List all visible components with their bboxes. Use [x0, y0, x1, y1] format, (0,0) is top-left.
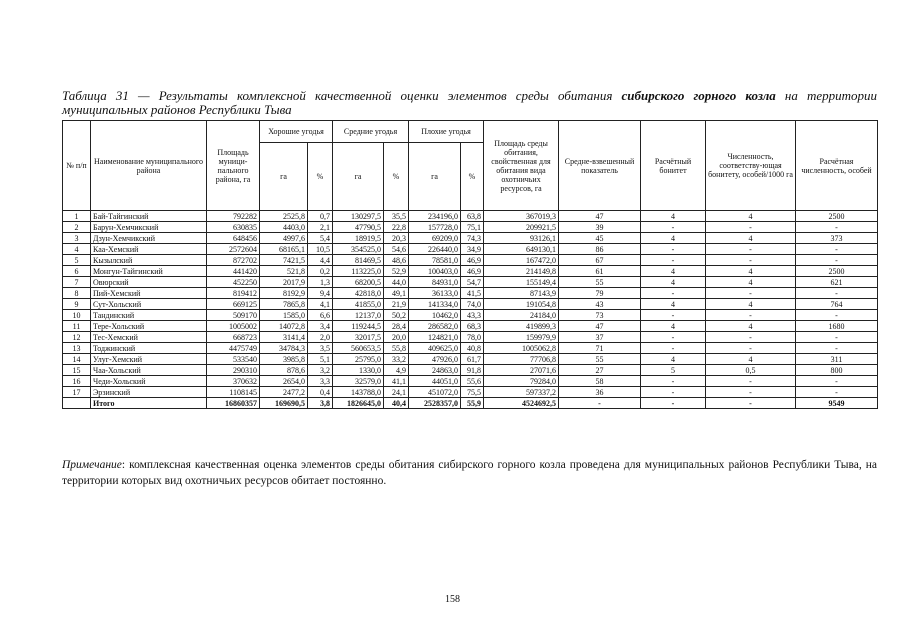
bad-ha-cell: 2528357,0	[409, 398, 461, 409]
density-cell: -	[706, 343, 796, 354]
medium-pct-cell: 50,2	[384, 310, 409, 321]
good-ha-cell: 521,8	[260, 266, 308, 277]
habitat-area-cell: 167472,0	[484, 255, 559, 266]
header-district-name: Наименование муниципального района	[91, 121, 207, 211]
bonitet-cell: 4	[641, 211, 706, 222]
good-pct-cell: 9,4	[308, 288, 333, 299]
header-bonitet: Расчётный бонитет	[641, 121, 706, 211]
bonitet-cell: 4	[641, 233, 706, 244]
bad-ha-cell: 69209,0	[409, 233, 461, 244]
density-cell: -	[706, 244, 796, 255]
density-cell: -	[706, 398, 796, 409]
table-row	[63, 255, 878, 266]
header-bad-lands: Плохие угодья	[409, 121, 484, 143]
bad-ha-cell: 141334,0	[409, 299, 461, 310]
habitat-area-cell: 4524692,5	[484, 398, 559, 409]
medium-pct-cell: 22,8	[384, 222, 409, 233]
weighted-index-cell: 79	[559, 288, 641, 299]
medium-ha-cell: 68200,5	[333, 277, 384, 288]
population-cell: -	[796, 376, 878, 387]
row-num-cell: 4	[63, 244, 91, 255]
bonitet-cell: 4	[641, 321, 706, 332]
density-cell: 4	[706, 321, 796, 332]
bonitet-cell: 4	[641, 266, 706, 277]
habitat-area-cell: 27071,6	[484, 365, 559, 376]
row-num-cell: 8	[63, 288, 91, 299]
district-area-cell: 2572604	[207, 244, 260, 255]
row-num-cell	[63, 398, 91, 409]
row-num-cell: 2	[63, 222, 91, 233]
bad-pct-cell: 61,7	[461, 354, 484, 365]
density-cell: 4	[706, 299, 796, 310]
habitat-area-cell: 209921,5	[484, 222, 559, 233]
row-num-cell: 17	[63, 387, 91, 398]
weighted-index-cell: 39	[559, 222, 641, 233]
good-pct-cell: 5,4	[308, 233, 333, 244]
bonitet-cell: -	[641, 387, 706, 398]
medium-pct-cell: 24,1	[384, 387, 409, 398]
bonitet-cell: -	[641, 376, 706, 387]
district-area-cell: 290310	[207, 365, 260, 376]
good-pct-cell: 0,4	[308, 387, 333, 398]
medium-pct-cell: 54,6	[384, 244, 409, 255]
row-num-cell: 3	[63, 233, 91, 244]
medium-ha-cell: 1826645,0	[333, 398, 384, 409]
weighted-index-cell: 43	[559, 299, 641, 310]
district-name-cell: Кызылский	[91, 255, 207, 266]
bad-pct-cell: 75,5	[461, 387, 484, 398]
district-name-cell: Чеди-Хольский	[91, 376, 207, 387]
bad-pct-cell: 78,0	[461, 332, 484, 343]
medium-pct-cell: 55,8	[384, 343, 409, 354]
bad-pct-cell: 43,3	[461, 310, 484, 321]
good-ha-cell: 2477,2	[260, 387, 308, 398]
weighted-index-cell: 58	[559, 376, 641, 387]
habitat-area-cell: 597337,2	[484, 387, 559, 398]
district-area-cell: 648456	[207, 233, 260, 244]
table-row	[63, 222, 878, 233]
weighted-index-cell: -	[559, 398, 641, 409]
medium-pct-cell: 20,3	[384, 233, 409, 244]
header-medium-lands: Средние угодья	[333, 121, 409, 143]
table-row	[63, 233, 878, 244]
density-cell: -	[706, 222, 796, 233]
medium-ha-cell: 32579,0	[333, 376, 384, 387]
district-area-cell: 819412	[207, 288, 260, 299]
district-name-cell: Бай-Тайгинский	[91, 211, 207, 222]
row-num-cell: 1	[63, 211, 91, 222]
row-num-cell: 10	[63, 310, 91, 321]
good-pct-cell: 6,6	[308, 310, 333, 321]
good-ha-cell: 7865,8	[260, 299, 308, 310]
density-cell: -	[706, 332, 796, 343]
good-ha-cell: 68165,1	[260, 244, 308, 255]
good-ha-cell: 14072,8	[260, 321, 308, 332]
district-area-cell: 509170	[207, 310, 260, 321]
bonitet-cell: -	[641, 332, 706, 343]
medium-ha-cell: 41855,0	[333, 299, 384, 310]
medium-pct-cell: 52,9	[384, 266, 409, 277]
population-cell: -	[796, 387, 878, 398]
habitat-area-cell: 87143,9	[484, 288, 559, 299]
row-num-cell: 15	[63, 365, 91, 376]
note-text: : комплексная качественная оценка элементов среды обитания сибирского горного козла проведена для муниципальных районов Республики Тыва, на территории которых вид охотничьих ресурсов обитает постоянно.	[62, 459, 877, 487]
density-cell: -	[706, 288, 796, 299]
population-cell: 9549	[796, 398, 878, 409]
table-row	[63, 321, 878, 332]
habitat-area-cell: 155149,4	[484, 277, 559, 288]
habitat-area-cell: 24184,0	[484, 310, 559, 321]
population-cell: -	[796, 288, 878, 299]
good-ha-cell: 2525,8	[260, 211, 308, 222]
caption-species: сибирского горного козла	[621, 88, 776, 103]
population-cell: -	[796, 244, 878, 255]
table-row	[63, 277, 878, 288]
header-bad-ha: га	[409, 143, 461, 211]
table-row	[63, 365, 878, 376]
density-cell: 4	[706, 233, 796, 244]
good-pct-cell: 3,4	[308, 321, 333, 332]
bad-ha-cell: 47926,0	[409, 354, 461, 365]
district-name-cell: Итого	[91, 398, 207, 409]
header-num: № п/п	[63, 121, 91, 211]
district-area-cell: 370632	[207, 376, 260, 387]
header-population: Расчётная численность, особей	[796, 121, 878, 211]
medium-ha-cell: 18919,5	[333, 233, 384, 244]
medium-ha-cell: 32017,5	[333, 332, 384, 343]
bad-ha-cell: 78581,0	[409, 255, 461, 266]
good-ha-cell: 7421,5	[260, 255, 308, 266]
population-cell: 764	[796, 299, 878, 310]
bonitet-cell: -	[641, 343, 706, 354]
bad-ha-cell: 10462,0	[409, 310, 461, 321]
density-cell: 4	[706, 354, 796, 365]
bad-pct-cell: 55,6	[461, 376, 484, 387]
good-ha-cell: 34784,3	[260, 343, 308, 354]
weighted-index-cell: 36	[559, 387, 641, 398]
good-ha-cell: 2654,0	[260, 376, 308, 387]
good-pct-cell: 4,4	[308, 255, 333, 266]
table-row	[63, 299, 878, 310]
note-label: Примечание	[62, 459, 122, 471]
bonitet-cell: 4	[641, 277, 706, 288]
bad-pct-cell: 54,7	[461, 277, 484, 288]
row-num-cell: 7	[63, 277, 91, 288]
results-table	[62, 120, 878, 409]
bonitet-cell: 4	[641, 354, 706, 365]
population-cell: -	[796, 255, 878, 266]
good-pct-cell: 3,5	[308, 343, 333, 354]
district-area-cell: 872702	[207, 255, 260, 266]
medium-pct-cell: 40,4	[384, 398, 409, 409]
table-row	[63, 310, 878, 321]
row-num-cell: 12	[63, 332, 91, 343]
population-cell: -	[796, 222, 878, 233]
population-cell: 621	[796, 277, 878, 288]
table-row	[63, 288, 878, 299]
header-medium-pct: %	[384, 143, 409, 211]
district-name-cell: Улуг-Хемский	[91, 354, 207, 365]
weighted-index-cell: 45	[559, 233, 641, 244]
row-num-cell: 5	[63, 255, 91, 266]
row-num-cell: 14	[63, 354, 91, 365]
district-area-cell: 4475749	[207, 343, 260, 354]
district-name-cell: Тес-Хемский	[91, 332, 207, 343]
bonitet-cell: 5	[641, 365, 706, 376]
medium-pct-cell: 49,1	[384, 288, 409, 299]
medium-ha-cell: 560653,5	[333, 343, 384, 354]
medium-pct-cell: 33,2	[384, 354, 409, 365]
population-cell: 373	[796, 233, 878, 244]
population-cell: -	[796, 310, 878, 321]
good-pct-cell: 4,1	[308, 299, 333, 310]
medium-pct-cell: 4,9	[384, 365, 409, 376]
district-name-cell: Тандинский	[91, 310, 207, 321]
district-area-cell: 669125	[207, 299, 260, 310]
bad-ha-cell: 44051,0	[409, 376, 461, 387]
medium-ha-cell: 119244,5	[333, 321, 384, 332]
good-ha-cell: 2017,9	[260, 277, 308, 288]
density-cell: 4	[706, 266, 796, 277]
bad-pct-cell: 34,9	[461, 244, 484, 255]
table-row	[63, 244, 878, 255]
weighted-index-cell: 55	[559, 354, 641, 365]
population-cell: 2500	[796, 266, 878, 277]
good-pct-cell: 2,0	[308, 332, 333, 343]
weighted-index-cell: 37	[559, 332, 641, 343]
district-area-cell: 792282	[207, 211, 260, 222]
district-name-cell: Каа-Хемский	[91, 244, 207, 255]
table-row	[63, 266, 878, 277]
medium-ha-cell: 130297,5	[333, 211, 384, 222]
medium-ha-cell: 12137,0	[333, 310, 384, 321]
population-cell: 800	[796, 365, 878, 376]
population-cell: 2500	[796, 211, 878, 222]
header-good-ha: га	[260, 143, 308, 211]
bad-pct-cell: 74,3	[461, 233, 484, 244]
medium-pct-cell: 35,5	[384, 211, 409, 222]
good-pct-cell: 3,3	[308, 376, 333, 387]
district-name-cell: Тере-Хольский	[91, 321, 207, 332]
header-density: Численность, соответству-ющая бонитету, особей/1000 га	[706, 121, 796, 211]
weighted-index-cell: 67	[559, 255, 641, 266]
bonitet-cell: -	[641, 398, 706, 409]
habitat-area-cell: 367019,3	[484, 211, 559, 222]
good-pct-cell: 1,3	[308, 277, 333, 288]
table-row	[63, 211, 878, 222]
good-ha-cell: 1585,0	[260, 310, 308, 321]
header-bad-pct: %	[461, 143, 484, 211]
bad-pct-cell: 41,5	[461, 288, 484, 299]
caption-prefix: Таблица 31 — Результаты комплексной качественной оценки элементов среды обитания	[62, 88, 622, 103]
bad-ha-cell: 226440,0	[409, 244, 461, 255]
bad-ha-cell: 124821,0	[409, 332, 461, 343]
bad-ha-cell: 100403,0	[409, 266, 461, 277]
district-name-cell: Барун-Хемчикский	[91, 222, 207, 233]
bonitet-cell: 4	[641, 299, 706, 310]
weighted-index-cell: 47	[559, 211, 641, 222]
bad-pct-cell: 40,8	[461, 343, 484, 354]
district-name-cell: Чаа-Хольский	[91, 365, 207, 376]
habitat-area-cell: 93126,1	[484, 233, 559, 244]
medium-ha-cell: 1330,0	[333, 365, 384, 376]
density-cell: -	[706, 310, 796, 321]
bad-pct-cell: 74,0	[461, 299, 484, 310]
bonitet-cell: -	[641, 255, 706, 266]
habitat-area-cell: 77706,8	[484, 354, 559, 365]
row-num-cell: 13	[63, 343, 91, 354]
header-medium-ha: га	[333, 143, 384, 211]
district-area-cell: 533540	[207, 354, 260, 365]
good-pct-cell: 0,2	[308, 266, 333, 277]
caption-suffix: на территории муниципальных районов Республики Тыва	[62, 88, 877, 117]
medium-ha-cell: 354525,0	[333, 244, 384, 255]
weighted-index-cell: 47	[559, 321, 641, 332]
bonitet-cell: -	[641, 310, 706, 321]
good-ha-cell: 4997,6	[260, 233, 308, 244]
table-row	[63, 332, 878, 343]
bad-pct-cell: 91,8	[461, 365, 484, 376]
table-row	[63, 376, 878, 387]
bad-pct-cell: 75,1	[461, 222, 484, 233]
medium-pct-cell: 28,4	[384, 321, 409, 332]
good-ha-cell: 3985,8	[260, 354, 308, 365]
bad-ha-cell: 451072,0	[409, 387, 461, 398]
bad-pct-cell: 63,8	[461, 211, 484, 222]
bad-pct-cell: 46,9	[461, 266, 484, 277]
header-district-area: Площадь муници-пального района, га	[207, 121, 260, 211]
habitat-area-cell: 191054,8	[484, 299, 559, 310]
bad-pct-cell: 68,3	[461, 321, 484, 332]
district-name-cell: Сут-Хольский	[91, 299, 207, 310]
district-area-cell: 1108145	[207, 387, 260, 398]
bad-ha-cell: 84931,0	[409, 277, 461, 288]
good-pct-cell: 2,1	[308, 222, 333, 233]
habitat-area-cell: 649130,1	[484, 244, 559, 255]
district-name-cell: Овюрский	[91, 277, 207, 288]
district-name-cell: Пий-Хемский	[91, 288, 207, 299]
bonitet-cell: -	[641, 222, 706, 233]
habitat-area-cell: 419899,3	[484, 321, 559, 332]
medium-pct-cell: 20,0	[384, 332, 409, 343]
density-cell: 0,5	[706, 365, 796, 376]
habitat-area-cell: 1005062,8	[484, 343, 559, 354]
bad-ha-cell: 409625,0	[409, 343, 461, 354]
medium-pct-cell: 44,0	[384, 277, 409, 288]
district-name-cell: Дзун-Хемчикский	[91, 233, 207, 244]
density-cell: -	[706, 255, 796, 266]
row-num-cell: 6	[63, 266, 91, 277]
header-weighted-index: Средне-взвешенный показатель	[559, 121, 641, 211]
good-ha-cell: 878,6	[260, 365, 308, 376]
medium-pct-cell: 48,6	[384, 255, 409, 266]
district-area-cell: 668723	[207, 332, 260, 343]
density-cell: 4	[706, 211, 796, 222]
good-pct-cell: 3,8	[308, 398, 333, 409]
table-row	[63, 354, 878, 365]
bonitet-cell: -	[641, 244, 706, 255]
population-cell: -	[796, 332, 878, 343]
density-cell: -	[706, 387, 796, 398]
density-cell: 4	[706, 277, 796, 288]
medium-ha-cell: 113225,0	[333, 266, 384, 277]
medium-pct-cell: 21,9	[384, 299, 409, 310]
medium-ha-cell: 25795,0	[333, 354, 384, 365]
density-cell: -	[706, 376, 796, 387]
good-pct-cell: 5,1	[308, 354, 333, 365]
district-name-cell: Монгун-Тайгинский	[91, 266, 207, 277]
district-area-cell: 452250	[207, 277, 260, 288]
weighted-index-cell: 55	[559, 277, 641, 288]
table-note	[62, 457, 877, 489]
table-caption	[62, 89, 877, 117]
district-name-cell: Эрзинский	[91, 387, 207, 398]
bad-pct-cell: 55,9	[461, 398, 484, 409]
district-area-cell: 16860357	[207, 398, 260, 409]
population-cell: 1680	[796, 321, 878, 332]
bad-ha-cell: 36133,0	[409, 288, 461, 299]
page-number: 158	[445, 594, 460, 605]
bonitet-cell: -	[641, 288, 706, 299]
bad-ha-cell: 24863,0	[409, 365, 461, 376]
good-pct-cell: 0,7	[308, 211, 333, 222]
bad-ha-cell: 234196,0	[409, 211, 461, 222]
population-cell: 311	[796, 354, 878, 365]
weighted-index-cell: 71	[559, 343, 641, 354]
table-row	[63, 343, 878, 354]
weighted-index-cell: 27	[559, 365, 641, 376]
medium-ha-cell: 81469,5	[333, 255, 384, 266]
weighted-index-cell: 73	[559, 310, 641, 321]
good-ha-cell: 8192,9	[260, 288, 308, 299]
district-area-cell: 1005002	[207, 321, 260, 332]
header-good-lands: Хорошие угодья	[260, 121, 333, 143]
population-cell: -	[796, 343, 878, 354]
bad-ha-cell: 286582,0	[409, 321, 461, 332]
header-habitat-area: Площадь среды обитания, свойственная для обитания вида охотничьих ресурсов, га	[484, 121, 559, 211]
district-area-cell: 630835	[207, 222, 260, 233]
table-row	[63, 387, 878, 398]
habitat-area-cell: 79284,0	[484, 376, 559, 387]
row-num-cell: 16	[63, 376, 91, 387]
header-good-pct: %	[308, 143, 333, 211]
habitat-area-cell: 214149,8	[484, 266, 559, 277]
good-ha-cell: 4403,0	[260, 222, 308, 233]
row-num-cell: 11	[63, 321, 91, 332]
weighted-index-cell: 86	[559, 244, 641, 255]
medium-ha-cell: 47790,5	[333, 222, 384, 233]
habitat-area-cell: 159979,9	[484, 332, 559, 343]
district-name-cell: Тоджинский	[91, 343, 207, 354]
good-pct-cell: 3,2	[308, 365, 333, 376]
district-area-cell: 441420	[207, 266, 260, 277]
row-num-cell: 9	[63, 299, 91, 310]
total-row	[63, 398, 878, 409]
medium-ha-cell: 143788,0	[333, 387, 384, 398]
good-ha-cell: 169690,5	[260, 398, 308, 409]
good-ha-cell: 3141,4	[260, 332, 308, 343]
weighted-index-cell: 61	[559, 266, 641, 277]
bad-ha-cell: 157728,0	[409, 222, 461, 233]
medium-ha-cell: 42818,0	[333, 288, 384, 299]
bad-pct-cell: 46,9	[461, 255, 484, 266]
good-pct-cell: 10,5	[308, 244, 333, 255]
medium-pct-cell: 41,1	[384, 376, 409, 387]
